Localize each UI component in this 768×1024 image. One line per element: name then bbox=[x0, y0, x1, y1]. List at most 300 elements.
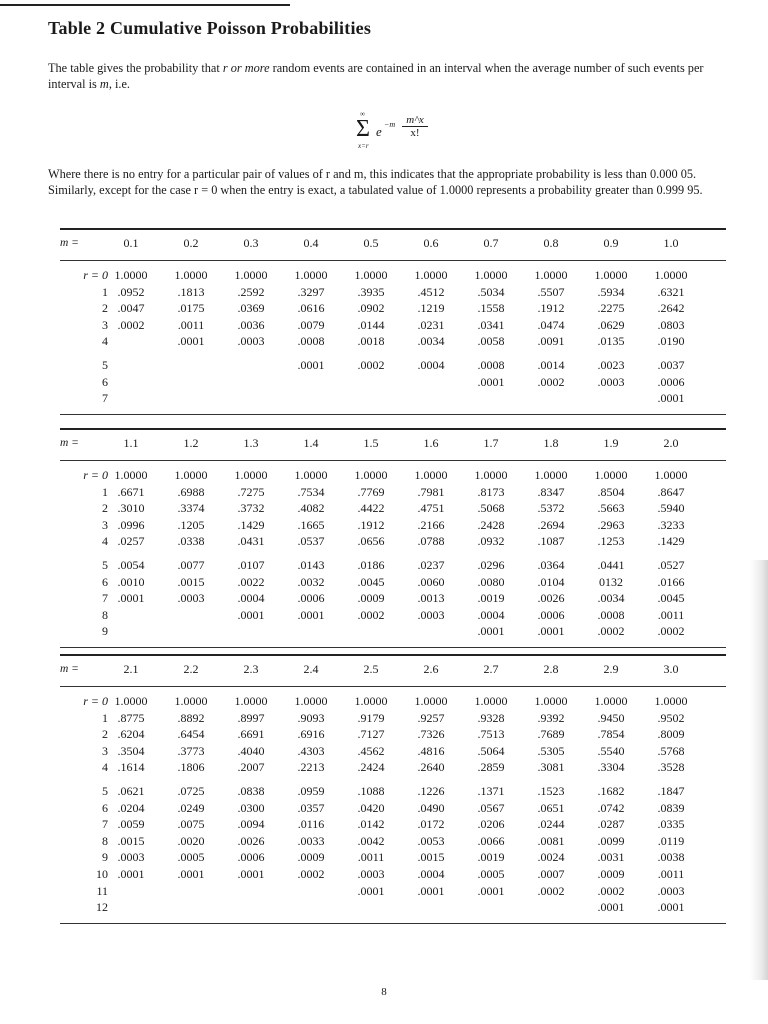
m-value-header: 0.2 bbox=[183, 236, 199, 250]
table-cell: .3233 bbox=[657, 517, 685, 532]
table-bottom-rule bbox=[60, 647, 726, 648]
table-cell: .7513 bbox=[477, 727, 505, 742]
table-cell: .5034 bbox=[477, 284, 505, 299]
table-cell: .0001 bbox=[657, 900, 685, 915]
table-cell: 1.0000 bbox=[234, 694, 268, 708]
table-cell: .5068 bbox=[477, 501, 505, 516]
table-cell: .0296 bbox=[477, 558, 505, 572]
table-cell: .0045 bbox=[357, 574, 385, 589]
table-cell: .0527 bbox=[657, 558, 685, 572]
m-value-header: 2.9 bbox=[603, 662, 619, 676]
table-cell: .0001 bbox=[237, 607, 265, 622]
table-cell: .0431 bbox=[237, 534, 265, 549]
r-label: 5 bbox=[102, 558, 108, 572]
table-cell: .0003 bbox=[237, 334, 265, 349]
intro-m: m bbox=[99, 77, 109, 91]
table-cell: .5064 bbox=[477, 743, 505, 758]
table-cell: .0008 bbox=[297, 334, 325, 349]
table-cell: .0002 bbox=[357, 358, 385, 372]
table-cell: .6691 bbox=[237, 727, 265, 742]
table-cell: .0026 bbox=[237, 833, 265, 848]
m-value-header: 0.6 bbox=[423, 236, 439, 250]
table-cell: .1253 bbox=[597, 534, 625, 549]
m-value-header: 2.0 bbox=[663, 436, 679, 450]
table-cell: .0621 bbox=[117, 784, 145, 798]
table-cell: 1.0000 bbox=[354, 468, 388, 482]
table-cell: .8775 bbox=[117, 710, 145, 725]
table-cell: .0441 bbox=[597, 558, 625, 572]
table-cell: 1.0000 bbox=[354, 694, 388, 708]
table-cell: .1429 bbox=[657, 534, 685, 549]
table-cell: .0116 bbox=[297, 817, 325, 832]
r-label: 7 bbox=[102, 591, 108, 606]
intro-text-before: The table gives the probability that bbox=[48, 61, 223, 75]
r-label: 9 bbox=[102, 624, 108, 639]
table-cell: .0004 bbox=[237, 591, 265, 606]
table-cell: .0015 bbox=[177, 574, 205, 589]
page-edge-shadow bbox=[750, 560, 768, 980]
table-cell: .6988 bbox=[177, 484, 205, 499]
table-cell: .7326 bbox=[417, 727, 445, 742]
r-label: 6 bbox=[102, 800, 108, 815]
table-cell: .0166 bbox=[657, 574, 685, 589]
m-value-header: 1.3 bbox=[243, 436, 259, 450]
table-cell: .0006 bbox=[237, 850, 265, 865]
table-cell: .1614 bbox=[117, 760, 145, 775]
table-cell: .0006 bbox=[657, 374, 685, 389]
table-cell: .1813 bbox=[177, 284, 205, 299]
r-label: 6 bbox=[102, 574, 108, 589]
table-cell: .0014 bbox=[537, 358, 565, 372]
table-cell: .0186 bbox=[357, 558, 385, 572]
table-cell: .0001 bbox=[237, 867, 265, 881]
table-cell: .0002 bbox=[597, 624, 625, 639]
table-cell: .0204 bbox=[117, 800, 145, 815]
m-value-header: 2.3 bbox=[243, 662, 259, 676]
table-cell: .1912 bbox=[357, 517, 385, 532]
table-cell: .0081 bbox=[537, 833, 565, 848]
table-cell: .0066 bbox=[477, 833, 505, 848]
table-cell: .0034 bbox=[417, 334, 445, 349]
table-cell: .5540 bbox=[597, 743, 625, 758]
r-label: 3 bbox=[102, 743, 108, 758]
table-cell: .3081 bbox=[537, 760, 565, 775]
table-cell: .0001 bbox=[297, 607, 325, 622]
table-cell: .0952 bbox=[117, 284, 145, 299]
r-label: 8 bbox=[102, 833, 108, 848]
table-cell: .0651 bbox=[537, 800, 565, 815]
table-cell: .0007 bbox=[537, 867, 565, 881]
table-cell: .2428 bbox=[477, 517, 505, 532]
table-cell: .0001 bbox=[657, 391, 685, 406]
table-cell: .1219 bbox=[417, 301, 445, 316]
table-cell: .0022 bbox=[237, 574, 265, 589]
sum-upper-limit: ∞ bbox=[360, 110, 365, 118]
intro-text-after: random events are contained in an interval when the average number of such events per interval is bbox=[48, 61, 704, 91]
table-cell: .7689 bbox=[537, 727, 565, 742]
m-value-header: 2.4 bbox=[303, 662, 319, 676]
table-cell: .0001 bbox=[537, 624, 565, 639]
table-cell: .1558 bbox=[477, 301, 505, 316]
table-cell: .4040 bbox=[237, 743, 265, 758]
table-cell: .2642 bbox=[657, 301, 685, 316]
table-cell: .9502 bbox=[657, 710, 685, 725]
m-value-header: 1.1 bbox=[123, 436, 139, 450]
r-label: 5 bbox=[102, 784, 108, 798]
table-cell: .0490 bbox=[417, 800, 445, 815]
m-value-header: 3.0 bbox=[663, 662, 679, 676]
table-cell: .0033 bbox=[297, 833, 325, 848]
m-value-header: 2.2 bbox=[183, 662, 199, 676]
table-cell: .9179 bbox=[357, 710, 385, 725]
r-label: 7 bbox=[102, 817, 108, 832]
table-cell: .0364 bbox=[537, 558, 565, 572]
table-cell: .4816 bbox=[417, 743, 445, 758]
table-cell: .8347 bbox=[537, 484, 565, 499]
table-cell: .9257 bbox=[417, 710, 445, 725]
table-cell: .0656 bbox=[357, 534, 385, 549]
table-cell: .0003 bbox=[357, 867, 385, 881]
table-cell: 1.0000 bbox=[534, 694, 568, 708]
table-cell: 1.0000 bbox=[654, 468, 688, 482]
table-cell: 1.0000 bbox=[114, 268, 148, 282]
table-cell: .0026 bbox=[537, 591, 565, 606]
table-cell: .3732 bbox=[237, 501, 265, 516]
table-cell: .0011 bbox=[657, 867, 685, 881]
table-cell: 1.0000 bbox=[594, 468, 628, 482]
table-cell: .0001 bbox=[177, 867, 205, 881]
table-cell: .5372 bbox=[537, 501, 565, 516]
intro-ie: , i.e. bbox=[108, 77, 130, 91]
table-cell: .0231 bbox=[417, 317, 445, 332]
m-value-header: 0.5 bbox=[363, 236, 379, 250]
r-label: 8 bbox=[102, 607, 108, 622]
table-cell: .0001 bbox=[477, 624, 505, 639]
intro-paragraph bbox=[48, 60, 738, 92]
table-cell: .0537 bbox=[297, 534, 325, 549]
r-label: 2 bbox=[102, 727, 108, 742]
table-top-rule bbox=[60, 228, 726, 230]
r-label: 9 bbox=[102, 850, 108, 865]
table-cell: .2275 bbox=[597, 301, 625, 316]
table-cell: .0001 bbox=[477, 883, 505, 898]
table-cell: .0335 bbox=[657, 817, 685, 832]
page-number: 8 bbox=[381, 986, 387, 998]
table-cell: .0077 bbox=[177, 558, 205, 572]
table-cell: .0037 bbox=[657, 358, 685, 372]
table-cell: .6671 bbox=[117, 484, 145, 499]
table-cell: .2640 bbox=[417, 760, 445, 775]
table-cell: .4303 bbox=[297, 743, 325, 758]
table-cell: .2007 bbox=[237, 760, 265, 775]
table-cell: .0038 bbox=[657, 850, 685, 865]
table-cell: .3010 bbox=[117, 501, 145, 516]
table-cell: 1.0000 bbox=[174, 468, 208, 482]
table-cell: .0091 bbox=[537, 334, 565, 349]
table-cell: .5768 bbox=[657, 743, 685, 758]
table-cell: 1.0000 bbox=[114, 468, 148, 482]
table-cell: .0172 bbox=[417, 817, 445, 832]
table-cell: .7769 bbox=[357, 484, 385, 499]
table-cell: .0144 bbox=[357, 317, 385, 332]
m-value-header: 0.4 bbox=[303, 236, 319, 250]
table-cell: .0004 bbox=[417, 867, 445, 881]
table-cell: .4751 bbox=[417, 501, 445, 516]
formula-denominator: x! bbox=[410, 127, 420, 139]
table-cell: .0053 bbox=[417, 833, 445, 848]
table-cell: .0003 bbox=[417, 607, 445, 622]
table-cell: .0045 bbox=[657, 591, 685, 606]
table-cell: .0902 bbox=[357, 301, 385, 316]
table-cell: .9328 bbox=[477, 710, 505, 725]
table-cell: .0003 bbox=[657, 883, 685, 898]
table-cell: .0032 bbox=[297, 574, 325, 589]
table-cell: .0369 bbox=[237, 301, 265, 316]
table-cell: .0047 bbox=[117, 301, 145, 316]
table-cell: .6916 bbox=[297, 727, 325, 742]
table-cell: .7854 bbox=[597, 727, 625, 742]
table-cell: .9093 bbox=[297, 710, 325, 725]
m-label: m = bbox=[60, 663, 79, 675]
table-cell: .0002 bbox=[117, 317, 145, 332]
table-cell: 1.0000 bbox=[294, 468, 328, 482]
table-cell: .0004 bbox=[477, 607, 505, 622]
table-cell: .0011 bbox=[357, 850, 385, 865]
m-value-header: 1.2 bbox=[183, 436, 199, 450]
table-cell: 1.0000 bbox=[174, 268, 208, 282]
table-cell: .0010 bbox=[117, 574, 145, 589]
table-cell: .0042 bbox=[357, 833, 385, 848]
table-cell: .0031 bbox=[597, 850, 625, 865]
table-cell: 1.0000 bbox=[414, 268, 448, 282]
table-cell: .0788 bbox=[417, 534, 445, 549]
table-cell: .9450 bbox=[597, 710, 625, 725]
table-cell: .0001 bbox=[297, 358, 325, 372]
table-bottom-rule bbox=[60, 414, 726, 415]
m-value-header: 1.6 bbox=[423, 436, 439, 450]
r-label: 5 bbox=[102, 358, 108, 372]
table-cell: 1.0000 bbox=[294, 694, 328, 708]
table-cell: .0959 bbox=[297, 784, 325, 798]
table-cell: .0024 bbox=[537, 850, 565, 865]
r-label: r = 0 bbox=[83, 468, 108, 482]
r-label: 1 bbox=[102, 284, 108, 299]
table-cell: .0036 bbox=[237, 317, 265, 332]
table-cell: .9392 bbox=[537, 710, 565, 725]
table-cell: .0420 bbox=[357, 800, 385, 815]
table-cell: .0009 bbox=[297, 850, 325, 865]
table-cell: .0019 bbox=[477, 591, 505, 606]
m-value-header: 2.6 bbox=[423, 662, 439, 676]
table-cell: .8892 bbox=[177, 710, 205, 725]
table-cell: .1088 bbox=[357, 784, 385, 798]
table-cell: .5940 bbox=[657, 501, 685, 516]
table-cell: .0008 bbox=[597, 607, 625, 622]
table-cell: .3528 bbox=[657, 760, 685, 775]
table-cell: .8009 bbox=[657, 727, 685, 742]
table-cell: .3374 bbox=[177, 501, 205, 516]
table-cell: .0002 bbox=[537, 883, 565, 898]
table-cell: .4562 bbox=[357, 743, 385, 758]
table-cell: 1.0000 bbox=[234, 268, 268, 282]
m-value-header: 1.0 bbox=[663, 236, 679, 250]
table-cell: .0206 bbox=[477, 817, 505, 832]
table-cell: .0838 bbox=[237, 784, 265, 798]
table-cell: .0094 bbox=[237, 817, 265, 832]
table-cell: .0006 bbox=[537, 607, 565, 622]
table-cell: .8504 bbox=[597, 484, 625, 499]
table-cell: .1806 bbox=[177, 760, 205, 775]
table-cell: .0002 bbox=[597, 883, 625, 898]
table-top-rule bbox=[60, 428, 726, 430]
r-label: 4 bbox=[102, 534, 108, 549]
m-value-header: 2.5 bbox=[363, 662, 379, 676]
table-cell: .1912 bbox=[537, 301, 565, 316]
table-cell: .0060 bbox=[417, 574, 445, 589]
table-cell: .0257 bbox=[117, 534, 145, 549]
table-cell: .2213 bbox=[297, 760, 325, 775]
table-bottom-rule bbox=[60, 923, 726, 924]
table-cell: .0009 bbox=[357, 591, 385, 606]
table-cell: .6321 bbox=[657, 284, 685, 299]
table-cell: .0002 bbox=[297, 867, 325, 881]
table-cell: .0018 bbox=[357, 334, 385, 349]
table-cell: 1.0000 bbox=[354, 268, 388, 282]
formula-numerator: m^x bbox=[402, 114, 428, 127]
r-label: 4 bbox=[102, 334, 108, 349]
table-cell: 1.0000 bbox=[414, 468, 448, 482]
table-cell: .0300 bbox=[237, 800, 265, 815]
table-cell: .4082 bbox=[297, 501, 325, 516]
table-cell: .1429 bbox=[237, 517, 265, 532]
m-value-header: 2.8 bbox=[543, 662, 559, 676]
r-label: r = 0 bbox=[83, 268, 108, 282]
table-cell: .5663 bbox=[597, 501, 625, 516]
table-cell: .0011 bbox=[177, 317, 205, 332]
table-cell: 1.0000 bbox=[534, 268, 568, 282]
table-cell: .0015 bbox=[117, 833, 145, 848]
table-header-rule bbox=[60, 260, 726, 261]
r-label: 11 bbox=[96, 883, 108, 898]
table-cell: .2963 bbox=[597, 517, 625, 532]
table-cell: 1.0000 bbox=[174, 694, 208, 708]
r-label: 1 bbox=[102, 710, 108, 725]
table-cell: .3304 bbox=[597, 760, 625, 775]
r-label: 3 bbox=[102, 317, 108, 332]
table-cell: .0341 bbox=[477, 317, 505, 332]
table-cell: .0019 bbox=[477, 850, 505, 865]
table-cell: .0104 bbox=[537, 574, 565, 589]
table-cell: .0011 bbox=[657, 607, 685, 622]
table-cell: .0249 bbox=[177, 800, 205, 815]
table-cell: .0107 bbox=[237, 558, 265, 572]
r-label: 6 bbox=[102, 374, 108, 389]
formula-exponent: −m bbox=[384, 120, 396, 129]
table-cell: .1371 bbox=[477, 784, 505, 798]
table-cell: .4422 bbox=[357, 501, 385, 516]
table-cell: .1523 bbox=[537, 784, 565, 798]
table-cell: .5507 bbox=[537, 284, 565, 299]
table-cell: .3504 bbox=[117, 743, 145, 758]
table-cell: .0616 bbox=[297, 301, 325, 316]
table-cell: 1.0000 bbox=[414, 694, 448, 708]
table-cell: .0135 bbox=[597, 334, 625, 349]
table-cell: .0119 bbox=[657, 833, 685, 848]
m-value-header: 0.8 bbox=[543, 236, 559, 250]
m-value-header: 1.9 bbox=[603, 436, 619, 450]
table-cell: .0190 bbox=[657, 334, 685, 349]
page-title: Table 2 Cumulative Poisson Probabilities bbox=[48, 18, 372, 38]
table-cell: .0932 bbox=[477, 534, 505, 549]
table-cell: .0023 bbox=[597, 358, 625, 372]
table-cell: .3297 bbox=[297, 284, 325, 299]
top-rule bbox=[0, 4, 290, 6]
sigma-symbol: Σ bbox=[356, 116, 370, 142]
table-cell: .0003 bbox=[177, 591, 205, 606]
table-cell: .0080 bbox=[477, 574, 505, 589]
m-label: m = bbox=[60, 437, 79, 449]
table-cell: .0287 bbox=[597, 817, 625, 832]
table-cell: .3773 bbox=[177, 743, 205, 758]
m-value-header: 1.7 bbox=[483, 436, 499, 450]
table-cell: .0001 bbox=[477, 374, 505, 389]
table-cell: 1.0000 bbox=[654, 694, 688, 708]
table-cell: .0008 bbox=[477, 358, 505, 372]
table-cell: .7981 bbox=[417, 484, 445, 499]
r-label: 12 bbox=[96, 900, 108, 915]
summation-formula bbox=[356, 110, 436, 150]
table-cell: .7275 bbox=[237, 484, 265, 499]
table-cell: 1.0000 bbox=[474, 468, 508, 482]
table-cell: .8173 bbox=[477, 484, 505, 499]
table-cell: .1226 bbox=[417, 784, 445, 798]
table-cell: .0629 bbox=[597, 317, 625, 332]
r-label: 2 bbox=[102, 501, 108, 516]
table-cell: .0237 bbox=[417, 558, 445, 572]
m-value-header: 0.1 bbox=[123, 236, 139, 250]
table-cell: .0567 bbox=[477, 800, 505, 815]
table-cell: .0001 bbox=[117, 591, 145, 606]
table-cell: .6454 bbox=[177, 727, 205, 742]
r-label: r = 0 bbox=[83, 694, 108, 708]
table-top-rule bbox=[60, 654, 726, 656]
table-cell: .0001 bbox=[417, 883, 445, 898]
m-value-header: 2.1 bbox=[123, 662, 139, 676]
table-cell: 1.0000 bbox=[474, 268, 508, 282]
table-cell: .0009 bbox=[597, 867, 625, 881]
table-cell: .0001 bbox=[177, 334, 205, 349]
table-cell: .0005 bbox=[477, 867, 505, 881]
table-cell: 1.0000 bbox=[294, 268, 328, 282]
table-cell: 1.0000 bbox=[534, 468, 568, 482]
table-cell: .0357 bbox=[297, 800, 325, 815]
m-value-header: 0.7 bbox=[483, 236, 499, 250]
table-cell: .0099 bbox=[597, 833, 625, 848]
table-cell: .0001 bbox=[117, 867, 145, 881]
table-cell: .0002 bbox=[357, 607, 385, 622]
sum-lower-limit: x=r bbox=[358, 142, 369, 150]
table-cell: .0058 bbox=[477, 334, 505, 349]
table-cell: 1.0000 bbox=[114, 694, 148, 708]
r-label: 7 bbox=[102, 391, 108, 406]
table-cell: .2859 bbox=[477, 760, 505, 775]
m-value-header: 1.4 bbox=[303, 436, 319, 450]
table-cell: .5305 bbox=[537, 743, 565, 758]
table-cell: .0020 bbox=[177, 833, 205, 848]
table-cell: .0001 bbox=[597, 900, 625, 915]
note-paragraph: Where there is no entry for a particular pair of values of r and m, this indicates that the appropriate probability is less than 0.000 05. Similarly, except for the case r = 0 when the entry is exact, a tabulated value of 1.0000 represents a probability greater than 0.999 95. bbox=[48, 167, 703, 197]
table-cell: .0013 bbox=[417, 591, 445, 606]
